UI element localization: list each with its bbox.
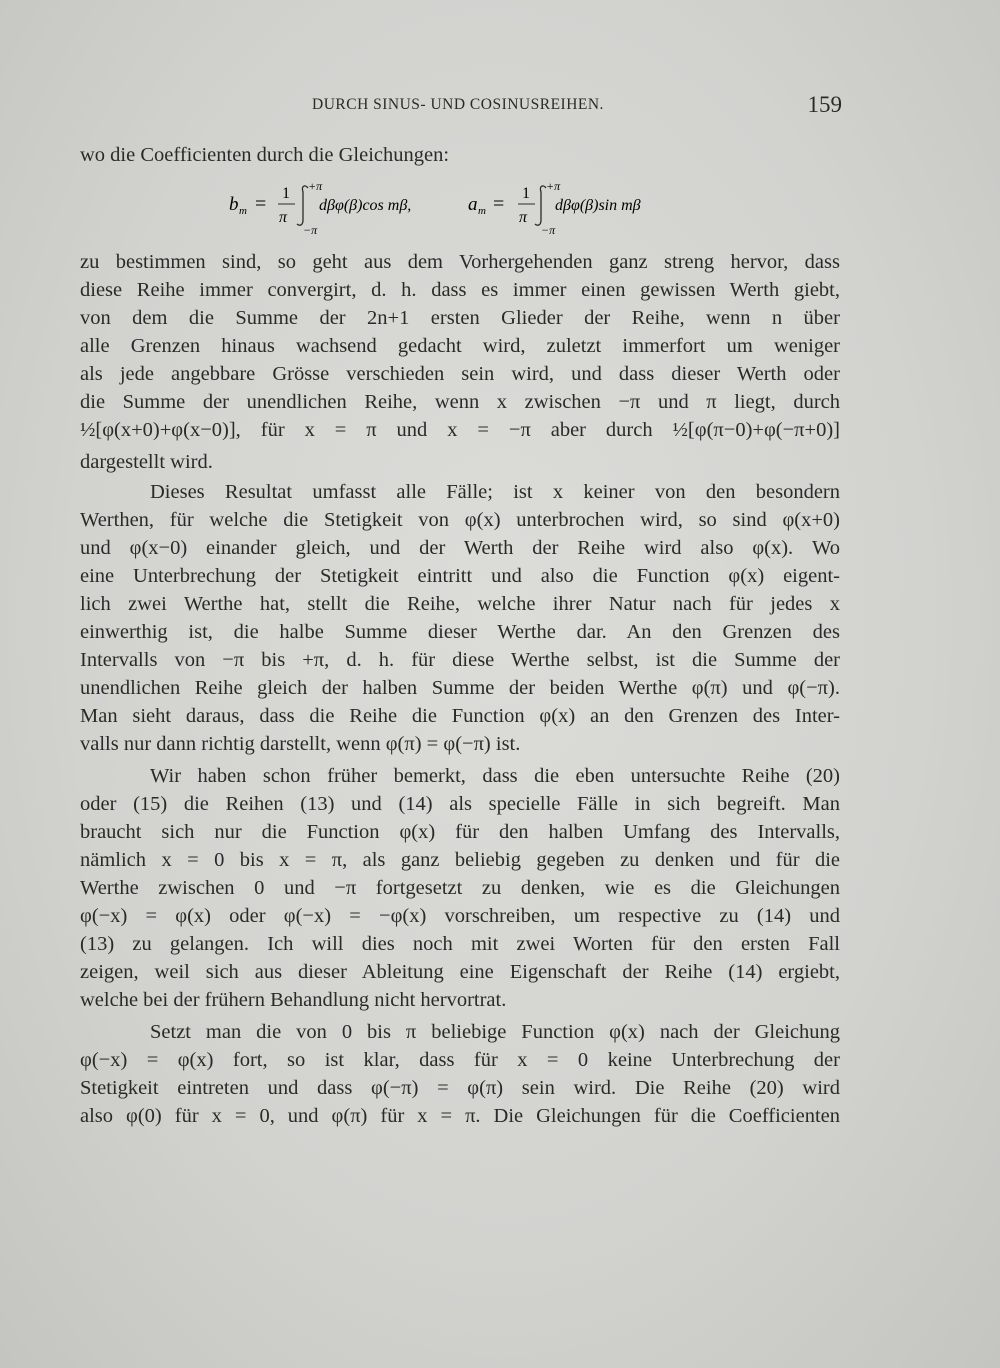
text-line: Wir haben schon früher bemerkt, dass die eben untersuchte Reihe (20) <box>150 765 840 787</box>
a-integrand: dβφ(β)sin mβ <box>555 197 641 214</box>
b-subscript: m <box>239 205 247 217</box>
text-line: alle Grenzen hinaus wachsend gedacht wird, zuletzt immerfort um weniger <box>80 335 840 357</box>
text-line: Intervalls von −π bis +π, d. h. für diese Werthe selbst, ist die Summe der <box>80 649 840 671</box>
text-line: lich zwei Werthe hat, stellt die Reihe, welche ihrer Natur nach für jedes x <box>80 593 840 615</box>
a-coefficient-formula <box>468 179 641 237</box>
text-line: Man sieht daraus, dass die Reihe die Function φ(x) an den Grenzen des Inter- <box>80 705 840 727</box>
text-line: also φ(0) für x = 0, und φ(π) für x = π. Die Gleichungen für die Coefficienten <box>80 1105 840 1127</box>
text-line: zeigen, weil sich aus dieser Ableitung eine Eigenschaft der Reihe (14) ergiebt, <box>80 961 840 983</box>
a-upper-limit: +π <box>546 179 561 193</box>
text-line: Stetigkeit eintreten und dass φ(−π) = φ(π) sein wird. Die Reihe (20) wird <box>80 1077 840 1099</box>
text-line: Dieses Resultat umfasst alle Fälle; ist x keiner von den besondern <box>150 481 840 503</box>
formula-svg <box>225 180 685 236</box>
text-line: einwerthig ist, die halbe Summe dieser Werthe dar. An den Grenzen des <box>80 621 840 643</box>
a-equals: = <box>493 193 505 215</box>
b-lower-limit: −π <box>303 223 318 237</box>
text-line: Setzt man die von 0 bis π beliebige Function φ(x) nach der Gleichung <box>150 1021 840 1043</box>
text-line: von dem die Summe der 2n+1 ersten Glieder der Reihe, wenn n über <box>80 307 840 329</box>
text-line: dargestellt wird. <box>80 451 213 473</box>
page-number: 159 <box>807 92 842 117</box>
text-line: welche bei der frühern Behandlung nicht hervortrat. <box>80 989 507 1011</box>
text-line: wo die Coefficienten durch die Gleichungen: <box>80 144 450 166</box>
b-coefficient-formula <box>229 179 411 237</box>
a-subscript: m <box>478 205 486 217</box>
a-integral-sign <box>535 186 546 225</box>
a-numerator: 1 <box>522 185 530 202</box>
text-line: oder (15) die Reihen (13) und (14) als specielle Fälle in sich begreift. Man <box>80 793 840 815</box>
text-line: als jede angebbare Grösse verschieden sein wird, und dass dieser Werth oder <box>80 363 840 385</box>
b-denominator: π <box>279 209 288 226</box>
coefficient-formulas <box>225 180 685 236</box>
b-equals: = <box>255 193 267 215</box>
a-symbol: a <box>468 194 478 215</box>
text-line: ½[φ(x+0)+φ(x−0)], für x = π und x = −π aber durch ½[φ(π−0)+φ(−π+0)] <box>80 419 840 441</box>
b-integral-sign <box>297 186 308 225</box>
text-line: valls nur dann richtig darstellt, wenn φ(π) = φ(−π) ist. <box>80 733 521 755</box>
text-line: φ(−x) = φ(x) oder φ(−x) = −φ(x) vorschreiben, um respective zu (14) und <box>80 905 840 927</box>
text-line: φ(−x) = φ(x) fort, so ist klar, dass für x = 0 keine Unterbrechung der <box>80 1049 840 1071</box>
text-line: zu bestimmen sind, so geht aus dem Vorhergehenden ganz streng hervor, dass <box>80 251 840 273</box>
a-denominator: π <box>519 209 528 226</box>
text-line: Werthe zwischen 0 und −π fortgesetzt zu denken, wie es die Gleichungen <box>80 877 840 899</box>
b-upper-limit: +π <box>308 179 323 193</box>
b-numerator: 1 <box>282 185 290 202</box>
text-line: braucht sich nur die Function φ(x) für den halben Umfang des Intervalls, <box>80 821 840 843</box>
a-lower-limit: −π <box>541 223 556 237</box>
text-line: nämlich x = 0 bis x = π, als ganz beliebig gegeben zu denken und für die <box>80 849 840 871</box>
text-line: die Summe der unendlichen Reihe, wenn x zwischen −π und π liegt, durch <box>80 391 840 413</box>
text-line: (13) zu gelangen. Ich will dies noch mit zwei Worten für den ersten Fall <box>80 933 840 955</box>
text-line: diese Reihe immer convergirt, d. h. dass es immer einen gewissen Werth giebt, <box>80 279 840 301</box>
text-line: und φ(x−0) einander gleich, und der Werth der Reihe wird also φ(x). Wo <box>80 537 840 559</box>
b-symbol: b <box>229 194 239 215</box>
running-head: DURCH SINUS- UND COSINUSREIHEN. <box>312 96 604 113</box>
text-line: Werthen, für welche die Stetigkeit von φ(x) unterbrochen wird, so sind φ(x+0) <box>80 509 840 531</box>
b-integrand: dβφ(β)cos mβ, <box>319 197 412 214</box>
page-header <box>80 92 842 122</box>
text-line: eine Unterbrechung der Stetigkeit eintritt und also die Function φ(x) eigent- <box>80 565 840 587</box>
text-line: unendlichen Reihe gleich der halben Summe der beiden Werthe φ(π) und φ(−π). <box>80 677 840 699</box>
